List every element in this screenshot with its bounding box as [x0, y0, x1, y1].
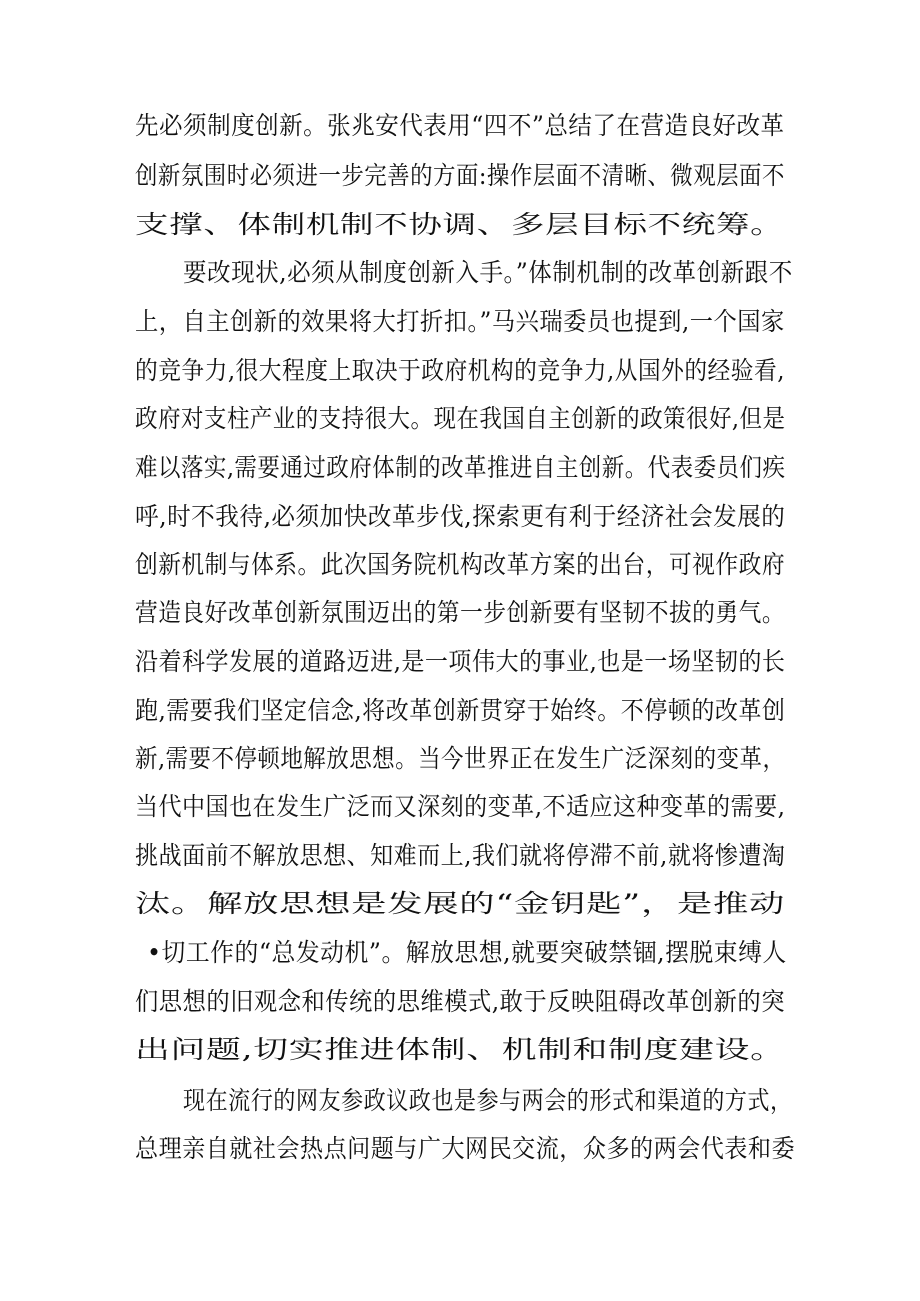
text-line-20: 出问题,切实推进体制、机制和制度建设。	[135, 1035, 786, 1064]
text-line-11: 营造良好改革创新氛围迈出的第一步创新要有坚韧不拔的勇气。	[135, 598, 786, 627]
text-line-21: 现在流行的网友参政议政也是参与两会的形式和渠道的方式，	[183, 1086, 793, 1115]
text-line-2: 创新氛围时必须进一步完善的方面:操作层面不清晰、微观层面不	[135, 161, 785, 190]
text-line-18: •切工作的“总发动机”。解放思想,就要突破禁锢,摆脱束缚人	[147, 938, 787, 967]
text-line-14: 新,需要不停顿地解放思想。当今世界正在发生广泛深刻的变革，	[135, 744, 786, 773]
text-line-3: 支撑、体制机制不协调、多层目标不统筹。	[135, 210, 785, 239]
text-line-17: 汰。解放思想是发展的“金钥匙”，是推动	[135, 889, 786, 918]
text-line-22: 总理亲自就社会热点问题与广大网民交流，众多的两会代表和委	[135, 1134, 796, 1163]
text-line-6: 的竞争力,很大程度上取决于政府机构的竞争力,从国外的经验看,	[135, 356, 785, 385]
text-line-15: 当代中国也在发生广泛而又深刻的变革,不适应这种变革的需要,	[135, 792, 786, 821]
text-line-7: 政府对支柱产业的支持很大。现在我国自主创新的政策很好,但是	[135, 404, 786, 433]
text-line-13: 跑,需要我们坚定信念,将改革创新贯穿于始终。不停顿的改革创	[135, 696, 786, 725]
text-line-4: 要改现状,必须从制度创新入手。”体制机制的改革创新跟不	[183, 258, 793, 287]
text-line-19: 们思想的旧观念和传统的思维模式,敢于反映阻碍改革创新的突	[135, 987, 785, 1016]
text-line-16: 挑战面前不解放思想、知难而上,我们就将停滞不前,就将惨遭淘	[135, 841, 786, 870]
text-line-8: 难以落实,需要通过政府体制的改革推进自主创新。代表委员们疾	[135, 453, 786, 482]
text-line-10: 创新机制与体系。此次国务院机构改革方案的出台，可视作政府	[135, 550, 786, 579]
text-line-5: 上，自主创新的效果将大打折扣。”马兴瑞委员也提到,一个国家	[135, 307, 785, 336]
text-line-12: 沿着科学发展的道路迈进,是一项伟大的事业,也是一场坚韧的长	[135, 647, 786, 676]
text-line-9: 呼,时不我待,必须加快改革步伐,探索更有利于经济社会发展的	[135, 502, 786, 531]
text-line-1: 先必须制度创新。张兆安代表用“四不”总结了在营造良好改革	[135, 111, 785, 140]
